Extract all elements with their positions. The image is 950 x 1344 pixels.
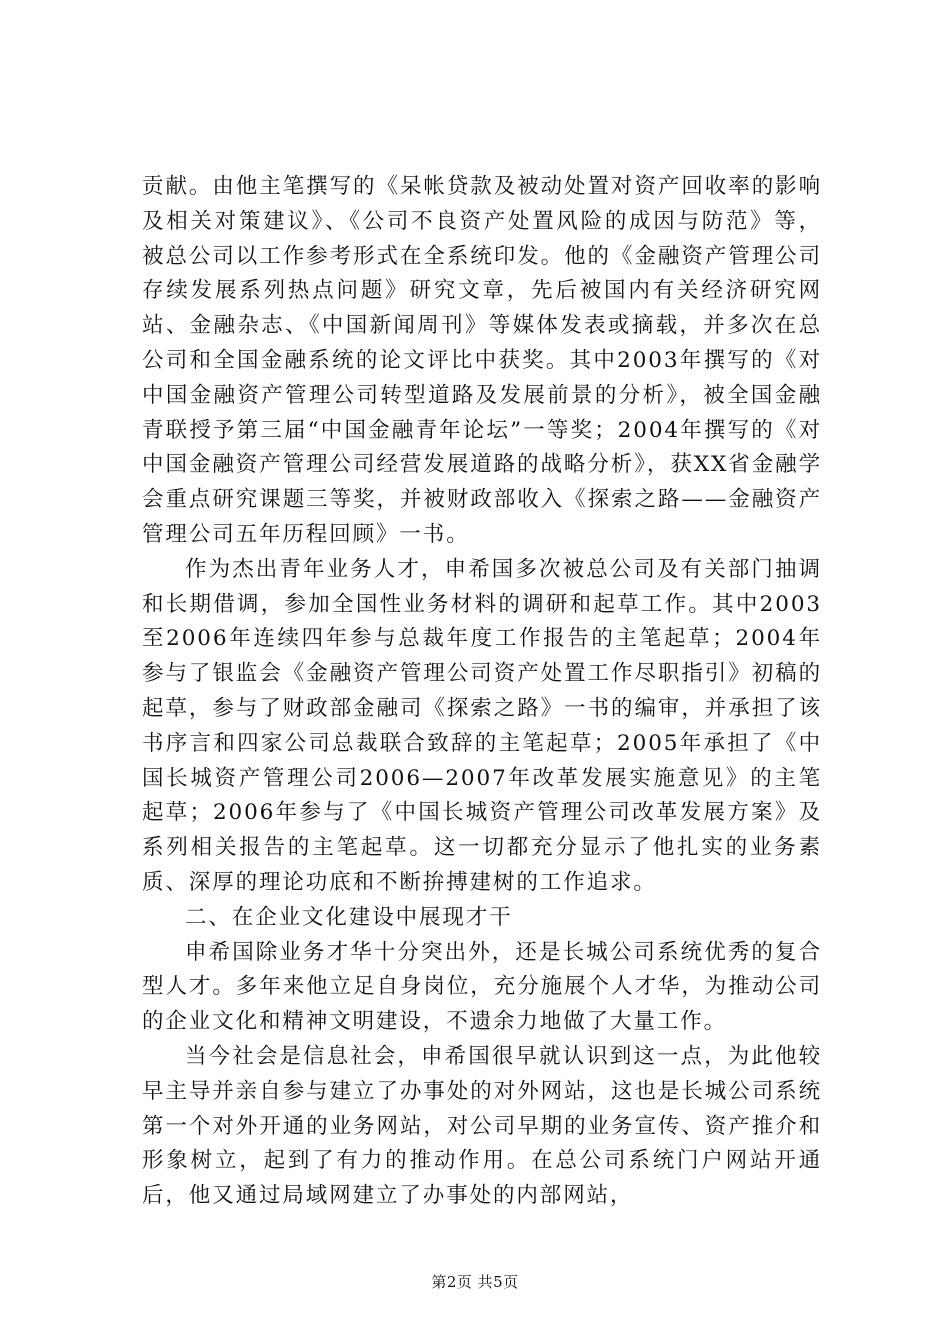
paragraph-4: 当今社会是信息社会，申希国很早就认识到这一点，为此他较早主导并亲自参与建立了办事处的对外网站，这也是长城公司系统第一个对外开通的业务网站，对公司早期的业务宣传、资产推介和形象树立，起到了有力的推动作用。在总公司系统门户网站开通后，他又通过局域网建立了办事处的内部网站， (142, 1043, 822, 1209)
paragraph-1: 贡献。由他主笔撰写的《呆帐贷款及被动处置对资产回收率的影响及相关对策建议》、《公司不良资产处置风险的成因与防范》等，被总公司以工作参考形式在全系统印发。他的《金融资产管理公司存续发展系列热点问题》研究文章，先后被国内有关经济研究网站、金融杂志、《中国新闻周刊》等媒体发表或摘载，并多次在总公司和全国金融系统的论文评比中获奖。其中2003年撰写的《对中国金融资产管理公司转型道路及发展前景的分析》，被全国金融青联授予第三届“中国金融青年论坛”一等奖；2004年撰写的《对中国金融资产管理公司经营发展道路的战略分析》，获XX省金融学会重点研究课题三等奖，并被财政部收入《探索之路——金融资产管理公司五年历程回顾》一书。 (142, 174, 822, 547)
page-number-footer: 第2页 共5页 (431, 1273, 519, 1291)
paragraph-3: 申希国除业务才华十分突出外，还是长城公司系统优秀的复合型人才。多年来他立足自身岗位，充分施展个人才华，为推动公司的企业文化和精神文明建设，不遗余力地做了大量工作。 (142, 939, 822, 1035)
section-heading: 二、在企业文化建设中展现才干 (185, 904, 513, 930)
paragraph-2: 作为杰出青年业务人才，申希国多次被总公司及有关部门抽调和长期借调，参加全国性业务材料的调研和起草工作。其中2003至2006年连续四年参与总裁年度工作报告的主笔起草；2004年参与了银监会《金融资产管理公司资产处置工作尽职指引》初稿的起草，参与了财政部金融司《探索之路》一书的编审，并承担了该书序言和四家公司总裁联合致辞的主笔起草；2005年承担了《中国长城资产管理公司2006—2007年改革发展实施意见》的主笔起草；2006年参与了《中国长城资产管理公司改革发展方案》及系列相关报告的主笔起草。这一切都充分显示了他扎实的业务素质、深厚的理论功底和不断拚搏建树的工作追求。 (142, 556, 822, 895)
document-body (142, 170, 822, 1214)
